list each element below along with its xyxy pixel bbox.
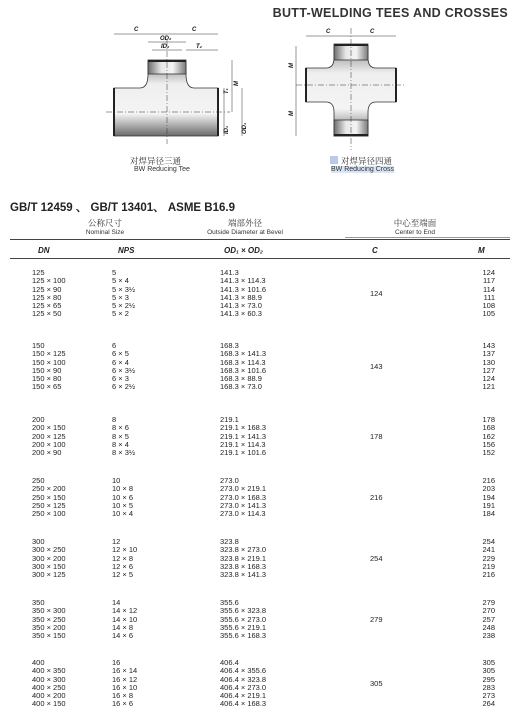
- cross-caption-en: BW Reducing Cross: [331, 166, 395, 173]
- table-cell: 200: [32, 415, 45, 424]
- table-cell: 150 × 125: [32, 349, 66, 359]
- col-nps-values: [112, 269, 135, 319]
- table-cell: 250 × 100: [32, 509, 66, 519]
- table-cell: 406.4 × 219.1: [220, 691, 267, 701]
- table-cell: 350 × 300: [32, 606, 66, 616]
- table-cell: 16: [112, 658, 121, 667]
- table-cell: 406.4 × 323.8: [220, 674, 267, 684]
- table-cell: 141.3 × 114.3: [220, 276, 266, 286]
- table-cell: 6 × 3: [112, 374, 129, 384]
- col-nps-values: [112, 599, 137, 640]
- table-cell: 111: [483, 292, 495, 302]
- header-od: 端部外径 Outside Diameter at Bevel: [207, 218, 283, 236]
- header-rule-ce: [345, 237, 510, 238]
- table-cell: 406.4 × 273.0: [220, 682, 267, 692]
- table-cell: 141.3: [220, 268, 239, 277]
- table-cell: 248: [482, 622, 495, 632]
- table-cell: 350 × 200: [32, 622, 66, 632]
- table-cell: 14 × 10: [112, 614, 138, 624]
- col-nps-values: [112, 416, 135, 457]
- col-od-values: [220, 599, 266, 640]
- tee-m-label: M: [234, 81, 240, 86]
- table-cell: 10: [112, 476, 121, 485]
- table-cell: 124: [482, 374, 495, 384]
- table-cell: 219.1 × 141.3: [220, 431, 267, 441]
- table-cell: 194: [482, 492, 495, 502]
- table-cell: 355.6 × 323.8: [220, 606, 267, 616]
- table-cell: 168.3: [220, 341, 239, 350]
- table-cell: 10 × 5: [112, 500, 134, 510]
- table-cell: 141.3 × 60.3: [220, 309, 262, 319]
- table-cell: 300: [32, 537, 45, 546]
- cross-m-label: M: [289, 63, 295, 68]
- col-od-values: [220, 477, 266, 518]
- col-dn-values: [32, 659, 66, 709]
- center-to-end-value: 124: [370, 288, 383, 298]
- tee-caption-en: BW Reducing Tee: [134, 166, 190, 173]
- col-nps-values: [112, 659, 137, 709]
- cross-m-label-lower: M: [289, 111, 295, 116]
- cross-diagram: [282, 22, 422, 156]
- col-m-values: [482, 342, 495, 392]
- table-cell: 219.1: [220, 415, 239, 424]
- table-cell: 323.8 × 141.3: [220, 570, 267, 580]
- cross-c-label: C: [326, 29, 331, 35]
- table-cell: 150 × 100: [32, 357, 66, 367]
- table-cell: 16 × 6: [112, 699, 134, 709]
- header-center-to-end: 中心至端面 Center to End: [393, 218, 437, 236]
- table-cell: 168.3 × 114.3: [220, 357, 266, 367]
- cross-caption-marker: [330, 156, 338, 164]
- tee-diagram: [100, 22, 260, 152]
- table-cell: 150 × 90: [32, 365, 62, 375]
- tee-od1-label: OD₁: [242, 122, 248, 134]
- table-cell: 200 × 90: [32, 448, 62, 458]
- tee-caption-cn: 对焊异径三通: [130, 156, 182, 166]
- table-cell: 117: [483, 276, 495, 286]
- table-cell: 150 × 80: [32, 374, 62, 384]
- tee-id1-label: ID₁: [224, 125, 230, 134]
- table-cell: 168: [482, 423, 495, 433]
- table-cell: 168.3 × 73.0: [220, 382, 262, 392]
- table-cell: 219: [482, 561, 495, 571]
- table-cell: 168.3 × 141.3: [220, 349, 267, 359]
- table-cell: 323.8 × 168.3: [220, 561, 267, 571]
- table-cell: 5 × 2: [112, 309, 129, 319]
- table-cell: 137: [482, 349, 495, 359]
- header-nominal: 公称尺寸 Nominal Size: [85, 218, 125, 236]
- table-cell: 400 × 250: [32, 682, 66, 692]
- table-cell: 108: [482, 301, 495, 311]
- table-cell: 355.6: [220, 598, 239, 607]
- table-cell: 300 × 250: [32, 545, 66, 555]
- table-cell: 254: [482, 537, 495, 546]
- table-cell: 156: [482, 439, 495, 449]
- col-od-values: [220, 538, 266, 579]
- table-cell: 14 × 12: [112, 606, 138, 616]
- table-cell: 105: [482, 309, 495, 319]
- table-cell: 125 × 90: [32, 284, 62, 294]
- tee-c-label: C: [134, 27, 139, 33]
- table-cell: 162: [482, 431, 495, 441]
- table-cell: 257: [482, 614, 495, 624]
- table-cell: 200 × 125: [32, 431, 66, 441]
- col-m-values: [482, 477, 495, 518]
- col-dn-values: [32, 599, 66, 640]
- table-cell: 10 × 6: [112, 492, 134, 502]
- table-cell: 14 × 8: [112, 622, 134, 632]
- table-cell: 5 × 2½: [112, 301, 136, 311]
- table-cell: 200 × 150: [32, 423, 66, 433]
- column-rule: [10, 258, 510, 259]
- table-cell: 350 × 150: [32, 631, 66, 641]
- table-cell: 124: [482, 268, 495, 277]
- table-cell: 219.1 × 101.6: [220, 448, 267, 458]
- table-cell: 6 × 5: [112, 349, 129, 359]
- table-cell: 203: [482, 484, 495, 494]
- table-cell: 250: [32, 476, 45, 485]
- header-rule: [10, 239, 510, 240]
- table-cell: 305: [482, 666, 495, 676]
- table-cell: 241: [482, 545, 495, 555]
- table-cell: 250 × 200: [32, 484, 66, 494]
- table-cell: 238: [482, 631, 495, 641]
- table-cell: 12: [112, 537, 121, 546]
- table-cell: 305: [482, 658, 495, 667]
- col-dn: DN: [38, 246, 50, 255]
- center-to-end-value: 143: [370, 361, 383, 371]
- center-to-end-value: 178: [370, 431, 383, 441]
- table-cell: 8 × 4: [112, 439, 129, 449]
- col-c: C: [372, 246, 378, 255]
- table-cell: 6 × 4: [112, 357, 129, 367]
- table-cell: 125 × 80: [32, 292, 62, 302]
- col-m-values: [482, 659, 495, 709]
- col-dn-values: [32, 269, 66, 319]
- page-title: BUTT-WELDING TEES AND CROSSES: [272, 6, 508, 20]
- table-cell: 14 × 6: [112, 631, 134, 641]
- table-cell: 406.4 × 355.6: [220, 666, 267, 676]
- center-to-end-value: 279: [370, 614, 383, 624]
- table-cell: 12 × 6: [112, 561, 134, 571]
- table-cell: 295: [482, 674, 495, 684]
- col-nps-values: [112, 538, 137, 579]
- table-cell: 6: [112, 341, 117, 350]
- tee-c-label-right: C: [192, 27, 197, 33]
- table-cell: 350: [32, 598, 45, 607]
- table-cell: 127: [482, 365, 495, 375]
- cross-caption-cn: 对焊异径四通: [341, 156, 393, 166]
- col-od-values: [220, 416, 266, 457]
- tee-t1-label: T₁: [224, 88, 230, 94]
- table-cell: 8 × 3½: [112, 448, 136, 458]
- table-cell: 400 × 350: [32, 666, 66, 676]
- col-nps-values: [112, 477, 133, 518]
- table-cell: 273.0 × 114.3: [220, 509, 266, 519]
- tee-od2-label: OD₂: [160, 36, 172, 42]
- table-cell: 406.4: [220, 658, 239, 667]
- table-cell: 350 × 250: [32, 614, 66, 624]
- table-cell: 279: [482, 598, 495, 607]
- table-cell: 125 × 65: [32, 301, 62, 311]
- table-cell: 229: [482, 553, 495, 563]
- table-cell: 141.3 × 88.9: [220, 292, 262, 302]
- table-cell: 143: [482, 341, 495, 350]
- col-od-values: [220, 269, 266, 319]
- col-dn-values: [32, 538, 66, 579]
- col-m: M: [478, 246, 485, 255]
- table-cell: 10 × 4: [112, 509, 134, 519]
- table-cell: 5: [112, 268, 117, 277]
- table-cell: 16 × 12: [112, 674, 138, 684]
- table-cell: 8: [112, 415, 117, 424]
- table-cell: 300 × 150: [32, 561, 66, 571]
- table-cell: 10 × 8: [112, 484, 134, 494]
- table-cell: 273.0 × 168.3: [220, 492, 267, 502]
- table-cell: 12 × 8: [112, 553, 134, 563]
- col-od-values: [220, 342, 266, 392]
- table-cell: 400 × 150: [32, 699, 66, 709]
- table-cell: 355.6 × 168.3: [220, 631, 267, 641]
- table-cell: 150: [32, 341, 45, 350]
- table-cell: 12 × 5: [112, 570, 134, 580]
- center-to-end-value: 216: [370, 492, 383, 502]
- tee-t2-label: T₂: [196, 44, 202, 50]
- col-dn-values: [32, 477, 66, 518]
- table-cell: 5 × 4: [112, 276, 129, 286]
- col-m-values: [482, 269, 495, 319]
- col-od-values: [220, 659, 266, 709]
- table-cell: 191: [482, 500, 495, 510]
- table-cell: 273.0 × 141.3: [220, 500, 267, 510]
- table-cell: 152: [482, 448, 495, 458]
- table-cell: 283: [482, 682, 495, 692]
- table-cell: 125: [32, 268, 45, 277]
- table-cell: 300 × 125: [32, 570, 66, 580]
- table-cell: 219.1 × 168.3: [220, 423, 267, 433]
- table-cell: 300 × 200: [32, 553, 66, 563]
- table-cell: 121: [482, 382, 495, 392]
- table-cell: 125 × 100: [32, 276, 66, 286]
- table-cell: 178: [482, 415, 495, 424]
- table-cell: 200 × 100: [32, 439, 66, 449]
- table-cell: 323.8 × 219.1: [220, 553, 267, 563]
- table-cell: 184: [482, 509, 495, 519]
- table-cell: 168.3 × 101.6: [220, 365, 267, 375]
- table-cell: 16 × 10: [112, 682, 138, 692]
- col-nps: NPS: [118, 246, 135, 255]
- table-cell: 141.3 × 101.6: [220, 284, 267, 294]
- col-m-values: [482, 599, 495, 640]
- table-cell: 400 × 200: [32, 691, 66, 701]
- table-cell: 6 × 3½: [112, 365, 136, 375]
- col-m-values: [482, 416, 495, 457]
- table-cell: 8 × 5: [112, 431, 129, 441]
- table-cell: 273: [482, 691, 495, 701]
- table-cell: 355.6 × 219.1: [220, 622, 267, 632]
- table-cell: 5 × 3½: [112, 284, 136, 294]
- table-cell: 14: [112, 598, 121, 607]
- table-cell: 16 × 14: [112, 666, 138, 676]
- col-od: OD₁ × OD₂: [224, 246, 263, 255]
- table-cell: 168.3 × 88.9: [220, 374, 262, 384]
- table-cell: 323.8: [220, 537, 239, 546]
- table-cell: 264: [482, 699, 495, 709]
- table-cell: 125 × 50: [32, 309, 62, 319]
- center-to-end-value: 305: [370, 678, 383, 688]
- table-cell: 114: [483, 284, 495, 294]
- table-cell: 16 × 8: [112, 691, 134, 701]
- table-cell: 141.3 × 73.0: [220, 301, 262, 311]
- table-cell: 273.0: [220, 476, 239, 485]
- standards-line: GB/T 12459 、 GB/T 13401、 ASME B16.9: [10, 202, 235, 214]
- table-cell: 5 × 3: [112, 292, 129, 302]
- table-cell: 355.6 × 273.0: [220, 614, 267, 624]
- table-cell: 273.0 × 219.1: [220, 484, 267, 494]
- table-cell: 219.1 × 114.3: [220, 439, 266, 449]
- table-cell: 216: [482, 476, 495, 485]
- table-cell: 270: [482, 606, 495, 616]
- col-m-values: [482, 538, 495, 579]
- table-cell: 12 × 10: [112, 545, 138, 555]
- cross-c-label-right: C: [370, 29, 375, 35]
- col-dn-values: [32, 342, 66, 392]
- table-cell: 250 × 125: [32, 500, 66, 510]
- table-cell: 323.8 × 273.0: [220, 545, 267, 555]
- col-nps-values: [112, 342, 135, 392]
- table-cell: 130: [482, 357, 495, 367]
- table-cell: 150 × 65: [32, 382, 62, 392]
- table-cell: 250 × 150: [32, 492, 66, 502]
- table-cell: 216: [482, 570, 495, 580]
- table-cell: 400 × 300: [32, 674, 66, 684]
- tee-id2-label: ID₂: [161, 44, 170, 50]
- table-cell: 8 × 6: [112, 423, 129, 433]
- center-to-end-value: 254: [370, 553, 383, 563]
- col-dn-values: [32, 416, 66, 457]
- table-cell: 6 × 2½: [112, 382, 136, 392]
- table-cell: 400: [32, 658, 45, 667]
- table-cell: 406.4 × 168.3: [220, 699, 267, 709]
